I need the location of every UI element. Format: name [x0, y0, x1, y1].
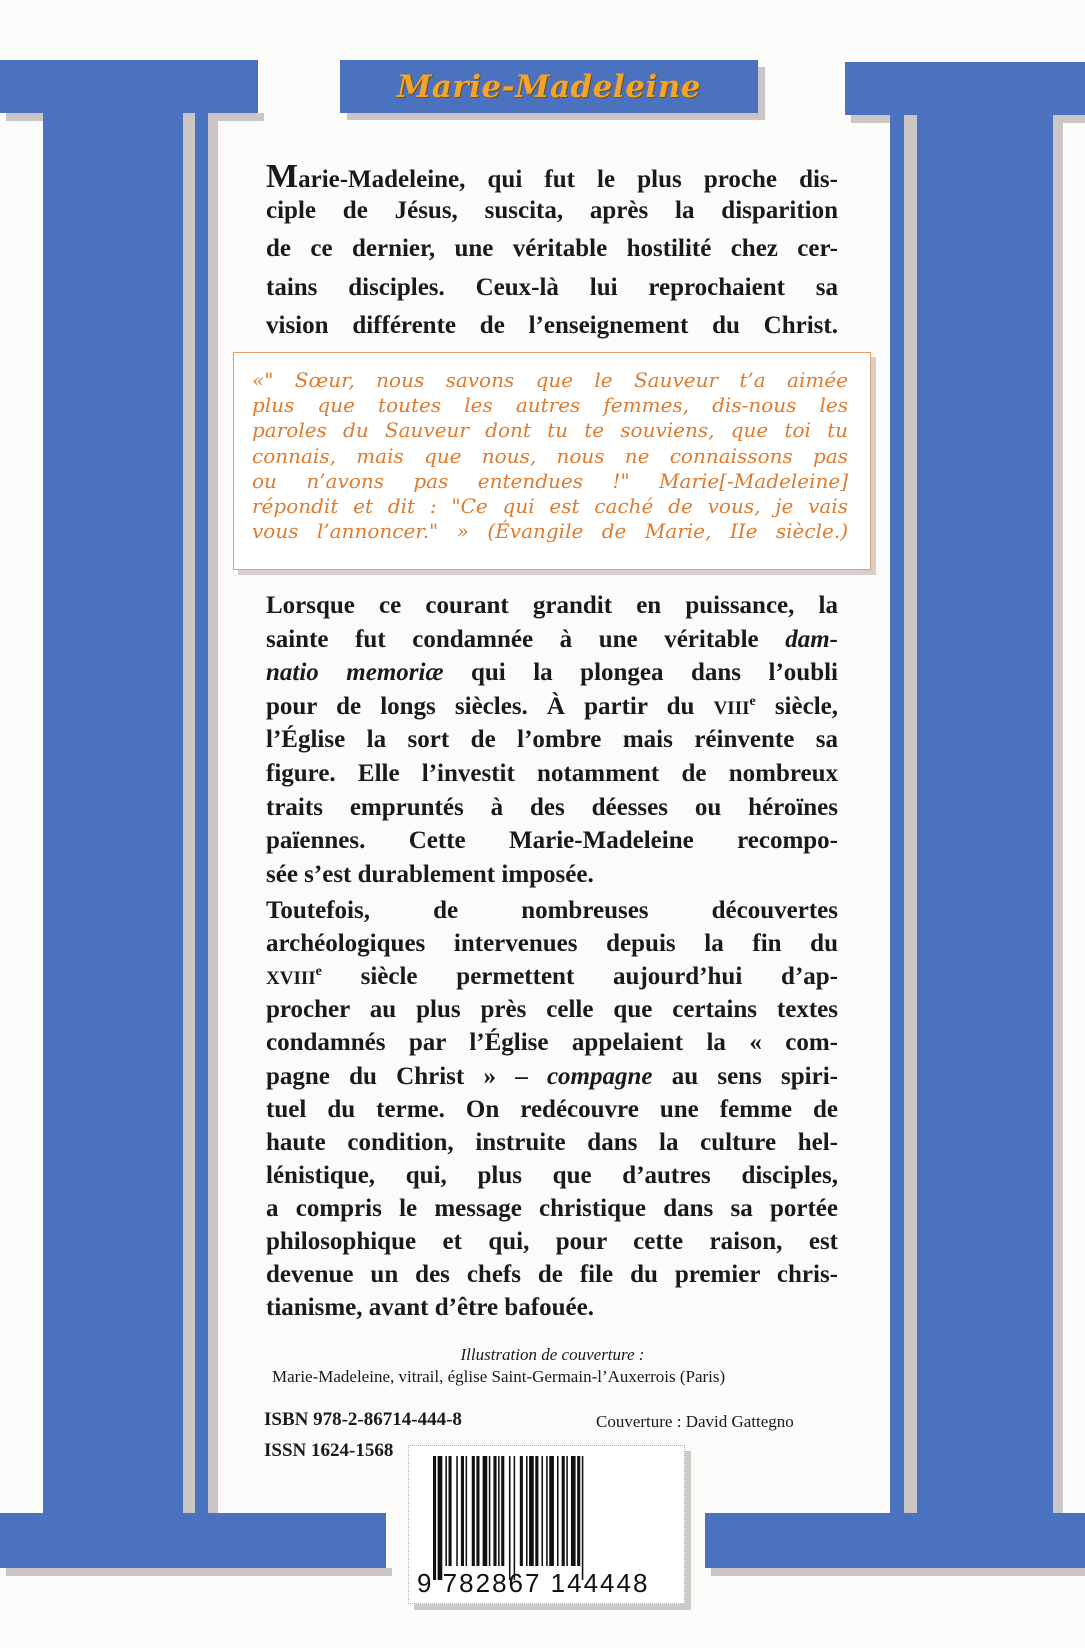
- text-segment: tains disciples. Ceux-là lui reprochaient sa: [266, 273, 838, 301]
- text-segment: pour de longs siècles. À partir du: [266, 692, 714, 720]
- barcode-bar: [557, 1456, 559, 1566]
- barcode-bar: [542, 1456, 544, 1566]
- text-line: [266, 1129, 838, 1157]
- barcode-bar: [535, 1456, 538, 1566]
- text-segment: dam-: [785, 625, 838, 653]
- book-title: Marie-Madeleine: [397, 68, 701, 105]
- text-line: [266, 1294, 838, 1322]
- quote-line: plus que toutes les autres femmes, dis-nous les: [252, 393, 848, 418]
- text-segment: XVIII: [266, 968, 316, 990]
- text-segment: siècle permettent aujourd’hui d’ap-: [321, 963, 838, 991]
- text-segment: Toutefois, de nombreuses découvertes: [266, 897, 838, 924]
- text-line: [266, 861, 838, 889]
- text-line: [266, 274, 838, 302]
- barcode-bar: [501, 1456, 504, 1566]
- barcode-bar: [433, 1456, 436, 1580]
- title-banner: [340, 60, 758, 113]
- text-segment: devenue un des chefs de file du premier chris-: [266, 1261, 838, 1289]
- barcode-bar: [529, 1456, 534, 1566]
- left-frame-bottom-bar: [0, 1513, 386, 1568]
- barcode-bar: [509, 1456, 511, 1580]
- text-segment: arie-Madeleine, qui fut le plus proche dis-: [298, 166, 838, 193]
- text-line: [266, 996, 838, 1024]
- barcode-bar: [582, 1456, 584, 1580]
- frame-shadow: [6, 1568, 392, 1576]
- barcode-bar: [449, 1456, 452, 1566]
- text-segment: l’Église la sort de l’ombre mais réinvente sa: [266, 726, 838, 754]
- cover-credit: Couverture : David Gattegno: [596, 1412, 794, 1431]
- barcode-bar: [549, 1456, 554, 1566]
- text-segment: procher au plus près celle que certains textes: [266, 996, 838, 1024]
- barcode-bar: [445, 1456, 447, 1566]
- text-segment: de ce dernier, une véritable hostilité chez cer-: [266, 235, 838, 262]
- text-segment: païennes. Cette Marie-Madeleine recompo-: [266, 827, 838, 855]
- barcode-bar: [571, 1456, 576, 1566]
- barcode: [408, 1445, 685, 1604]
- text-line: [266, 827, 838, 855]
- text-segment: qui la plongea dans l’oubli: [443, 659, 838, 687]
- text-segment: au sens spiri-: [652, 1062, 838, 1090]
- text-segment: figure. Elle l’investit notamment de nombreux: [266, 760, 838, 787]
- barcode-bar: [526, 1456, 528, 1566]
- barcode-bar: [456, 1456, 458, 1566]
- quote-line: répondit et dit : "Ce qui est caché de vous, je vais: [252, 494, 848, 518]
- barcode-bar: [472, 1456, 475, 1566]
- barcode-bar: [489, 1456, 491, 1566]
- barcode-bar: [520, 1456, 523, 1566]
- text-segment: M: [266, 158, 299, 195]
- text-line: [266, 312, 838, 340]
- quote-line: «" Sœur, nous savons que le Sauveur t’a aimée: [252, 368, 848, 392]
- right-frame-bottom-bar: [705, 1513, 1085, 1568]
- text-line: [266, 1063, 838, 1091]
- text-line: [266, 726, 838, 754]
- text-line: [266, 626, 838, 654]
- left-frame-top-bar: [0, 60, 258, 113]
- barcode-digits: 9 782867 144448: [417, 1568, 650, 1598]
- text-segment: e: [749, 693, 756, 709]
- text-line: [266, 794, 838, 822]
- text-line: [266, 235, 838, 263]
- text-segment: lénistique, qui, plus que d’autres disciples,: [266, 1161, 838, 1189]
- barcode-bar: [562, 1456, 565, 1566]
- text-segment: condamnés par l’Église appelaient la « com-: [266, 1029, 838, 1057]
- text-line: [266, 760, 838, 788]
- text-segment: tuel du terme. On redécouvre une femme de: [266, 1095, 838, 1123]
- text-line: [266, 693, 838, 721]
- text-segment: traits empruntés à des déesses ou héroïnes: [266, 793, 838, 821]
- isbn: ISBN 978-2-86714-444-8: [264, 1409, 462, 1430]
- text-line: [266, 1029, 838, 1057]
- text-segment: tianisme, avant d’être bafouée.: [266, 1294, 594, 1322]
- illustration-label: Illustration de couverture :: [460, 1345, 645, 1364]
- text-segment: ciple de Jésus, suscita, après la disparition: [266, 196, 838, 224]
- text-line: [266, 963, 838, 991]
- illustration-caption: Marie-Madeleine, vitrail, église Saint-Germain-l’Auxerrois (Paris): [272, 1367, 726, 1386]
- text-line: [266, 158, 838, 196]
- barcode-bar: [498, 1456, 500, 1566]
- quote-line: paroles du Sauveur dont tu te souviens, que toi tu: [252, 418, 848, 443]
- right-frame-thin-stem: [890, 115, 904, 1515]
- text-line: [266, 897, 838, 925]
- text-segment: Lorsque ce courant grandit en puissance, la: [266, 592, 838, 619]
- barcode-bar: [493, 1456, 496, 1566]
- text-line: [266, 1261, 838, 1289]
- barcode-bars: [433, 1456, 665, 1580]
- text-segment: VIII: [713, 697, 750, 719]
- text-line: [266, 1096, 838, 1124]
- quote-line: ou n’avons pas entendues !" Marie[-Madeleine]: [252, 468, 848, 493]
- text-segment: natio memoriæ: [266, 659, 444, 687]
- right-frame-stem: [917, 115, 1053, 1515]
- barcode-bar: [483, 1456, 488, 1566]
- quote-line: vous l’annoncer." » (Évangile de Marie, IIe siècle.): [252, 519, 848, 544]
- text-line: [266, 930, 838, 958]
- text-segment: vision différente de l’enseignement du Christ.: [266, 312, 838, 339]
- frame-shadow: [711, 1568, 1085, 1576]
- right-frame-top-bar: [845, 62, 1085, 115]
- barcode-bar: [466, 1456, 468, 1566]
- frame-shadow: [904, 115, 917, 1515]
- barcode-bar: [577, 1456, 580, 1566]
- issn: ISSN 1624-1568: [264, 1440, 394, 1461]
- text-segment: sée s’est durablement imposée.: [266, 860, 594, 888]
- text-line: [266, 1228, 838, 1256]
- text-segment: pagne du Christ » –: [266, 1062, 547, 1090]
- text-segment: haute condition, instruite dans la culture hel-: [266, 1128, 838, 1156]
- text-line: [266, 197, 838, 225]
- text-segment: siècle,: [755, 692, 838, 720]
- text-segment: philosophique et qui, pour cette raison, est: [266, 1228, 838, 1255]
- text-segment: archéologiques intervenues depuis la fin du: [266, 930, 838, 958]
- barcode-bar: [546, 1456, 548, 1566]
- frame-shadow: [1053, 115, 1063, 1515]
- left-frame-thin-stem: [195, 113, 208, 1513]
- text-line: [266, 1195, 838, 1223]
- text-segment: e: [315, 964, 322, 980]
- barcode-bar: [514, 1456, 516, 1580]
- barcode-bar: [476, 1456, 479, 1566]
- text-segment: compagne: [546, 1062, 653, 1090]
- text-line: [266, 659, 838, 687]
- left-frame-stem: [43, 113, 183, 1513]
- frame-shadow: [183, 113, 195, 1513]
- text-segment: sainte fut condamnée à une véritable: [266, 625, 786, 653]
- barcode-bar: [438, 1456, 443, 1580]
- barcode-bar: [566, 1456, 568, 1566]
- text-line: [266, 592, 838, 620]
- barcode-bar: [461, 1456, 464, 1566]
- quote-line: connais, mais que nous, nous ne connaissons pas: [252, 443, 848, 468]
- text-line: [266, 1162, 838, 1190]
- text-segment: a compris le message christique dans sa portée: [266, 1194, 838, 1222]
- frame-shadow: [208, 113, 218, 1513]
